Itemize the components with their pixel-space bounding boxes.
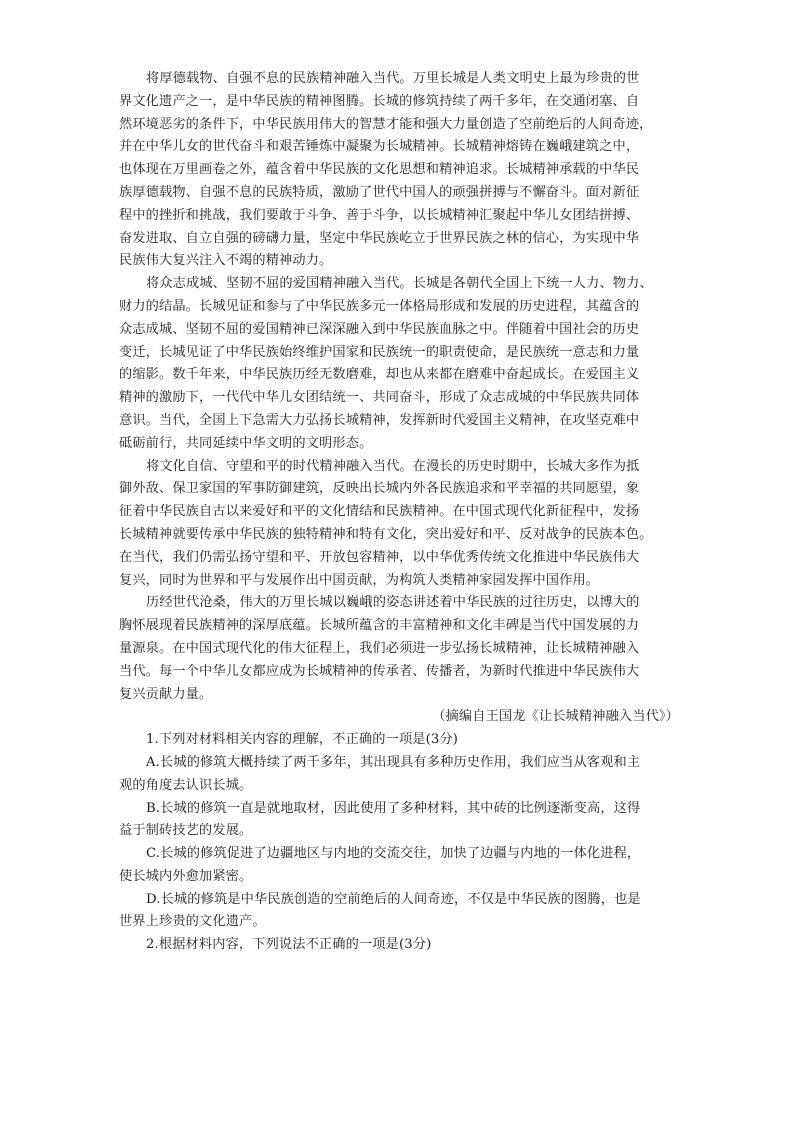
article-body <box>119 68 689 706</box>
paragraph-line: 程中的挫折和挑战，我们要敢于斗争、善于斗争，以长城精神汇聚起中华儿女团结拼搏、 <box>119 207 640 223</box>
question <box>119 934 689 957</box>
paragraph-line: 当代。每一个中华儿女都应成为长城精神的传承者、传播者，为新时代推进中华民族伟大 <box>119 663 640 679</box>
paragraph-line: 奋发进取、自立自强的磅礴力量，坚定中华民族屹立于世界民族之林的信心，为实现中华 <box>119 230 640 246</box>
paragraph-line: 变迁，长城见证了中华民族始终维护国家和民族统一的职责使命，是民族统一意志和力量 <box>119 344 640 360</box>
paragraph-line: 在当代，我们仍需弘扬守望和平、开放包容精神，以中华优秀传统文化推进中华民族伟大 <box>119 549 640 565</box>
paragraph-line: 复兴贡献力量。 <box>119 686 213 702</box>
paragraph-line: 财力的结晶。长城见证和参与了中华民族多元一体格局形成和发展的历史进程，其蕴含的 <box>119 298 640 314</box>
option-line: 世界上珍贵的文化遗产。 <box>119 914 266 930</box>
question <box>119 729 689 934</box>
answer-option <box>119 752 689 798</box>
answer-option <box>119 843 689 889</box>
option-line: 益于制砖技艺的发展。 <box>119 823 253 839</box>
paragraph-line: 并在中华儿女的世代奋斗和艰苦锤炼中凝聚为长城精神。长城精神熔铸在巍峨建筑之中， <box>119 139 640 155</box>
paragraph-line: 御外敌、保卫家国的军事防御建筑，反映出长城内外各民族追求和平幸福的共同愿望，象 <box>119 481 640 497</box>
source-citation: （摘编自王国龙《让长城精神融入当代》） <box>432 709 679 725</box>
paragraph-line: 胸怀展现着民族精神的深厚底蕴。长城所蕴含的丰富精神和文化丰碑是当代中国发展的力 <box>119 618 640 634</box>
paragraph <box>119 273 689 455</box>
paragraph-line: 界文化遗产之一，是中华民族的精神图腾。长城的修筑持续了两千多年，在交通闭塞、自 <box>119 93 640 109</box>
paragraph <box>119 456 689 593</box>
paragraph-line: 意识。当代，全国上下急需大力弘扬长城精神，发挥新时代爱国主义精神，在攻坚克难中 <box>119 412 640 428</box>
paragraph <box>119 592 689 706</box>
option-line: 使长城内外愈加紧密。 <box>119 868 253 884</box>
paragraph-line: 将文化自信、守望和平的时代精神融入当代。在漫长的历史时期中，长城大多作为抵 <box>146 458 640 474</box>
paragraph-line: 复兴，同时为世界和平与发展作出中国贡献，为构筑人类精神家园发挥中国作用。 <box>119 572 600 588</box>
question-section <box>119 729 689 957</box>
paragraph-line: 民族伟大复兴注入不竭的精神动力。 <box>119 253 333 269</box>
answer-option <box>119 798 689 844</box>
option-line: D.长城的修筑是中华民族创造的空前绝后的人间奇迹，不仅是中华民族的图腾，也是 <box>146 891 641 907</box>
paragraph-line: 砥砺前行，共同延续中华文明的文明形态。 <box>119 435 373 451</box>
paragraph-line: 精神的激励下，一代代中华儿女团结统一、共同奋斗，形成了众志成城的中华民族共同体 <box>119 390 640 406</box>
paragraph-line: 将厚德载物、自强不息的民族精神融入当代。万里长城是人类文明史上最为珍贵的世 <box>146 71 640 86</box>
answer-option <box>119 889 689 935</box>
option-line: 观的角度去认识长城。 <box>119 777 253 793</box>
paragraph-line: 长城精神就要传承中华民族的独特精神和特有文化，突出爱好和平、反对战争的民族本色。 <box>119 526 653 542</box>
paragraph-line: 然环境恶劣的条件下，中华民族用伟大的智慧才能和强大力量创造了空前绝后的人间奇迹， <box>119 116 653 132</box>
document-page <box>119 68 689 957</box>
question-stem: 1.下列对材料相关内容的理解，不正确的一项是(3分) <box>146 732 459 748</box>
paragraph-line: 也体现在万里画卷之外，蕴含着中华民族的文化思想和精神追求。长城精神承载的中华民 <box>119 162 640 178</box>
option-line: B.长城的修筑一直是就地取材，因此使用了多种材料，其中砖的比例逐渐变高，这得 <box>146 800 641 816</box>
paragraph-line: 众志成城、坚韧不屈的爱国精神已深深融入到中华民族血脉之中。伴随着中国社会的历史 <box>119 321 640 337</box>
paragraph-line: 将众志成城、坚韧不屈的爱国精神融入当代。长城是各朝代全国上下统一人力、物力、 <box>146 276 653 292</box>
paragraph-line: 量源泉。在中国式现代化的伟大征程上，我们必须进一步弘扬长城精神，让长城精神融入 <box>119 640 640 656</box>
paragraph-line: 历经世代沧桑，伟大的万里长城以巍峨的姿态讲述着中华民族的过往历史，以博大的 <box>146 595 640 611</box>
option-line: C.长城的修筑促进了边疆地区与内地的交流交往，加快了边疆与内地的一体化进程， <box>146 846 641 862</box>
option-line: A.长城的修筑大概持续了两千多年，其出现具有多种历史作用，我们应当从客观和主 <box>146 754 641 770</box>
paragraph-line: 征着中华民族自古以来爱好和平的文化情结和民族精神。在中国式现代化新征程中，发扬 <box>119 504 640 520</box>
question-stem: 2.根据材料内容，下列说法不正确的一项是(3分) <box>146 937 432 953</box>
paragraph-line: 族厚德载物、自强不息的民族特质，激励了世代中国人的顽强拼搏与不懈奋斗。面对新征 <box>119 184 640 200</box>
paragraph <box>119 68 689 273</box>
paragraph-line: 的缩影。数千年来，中华民族历经无数磨难，却也从来都在磨难中奋起成长。在爱国主义 <box>119 367 640 383</box>
